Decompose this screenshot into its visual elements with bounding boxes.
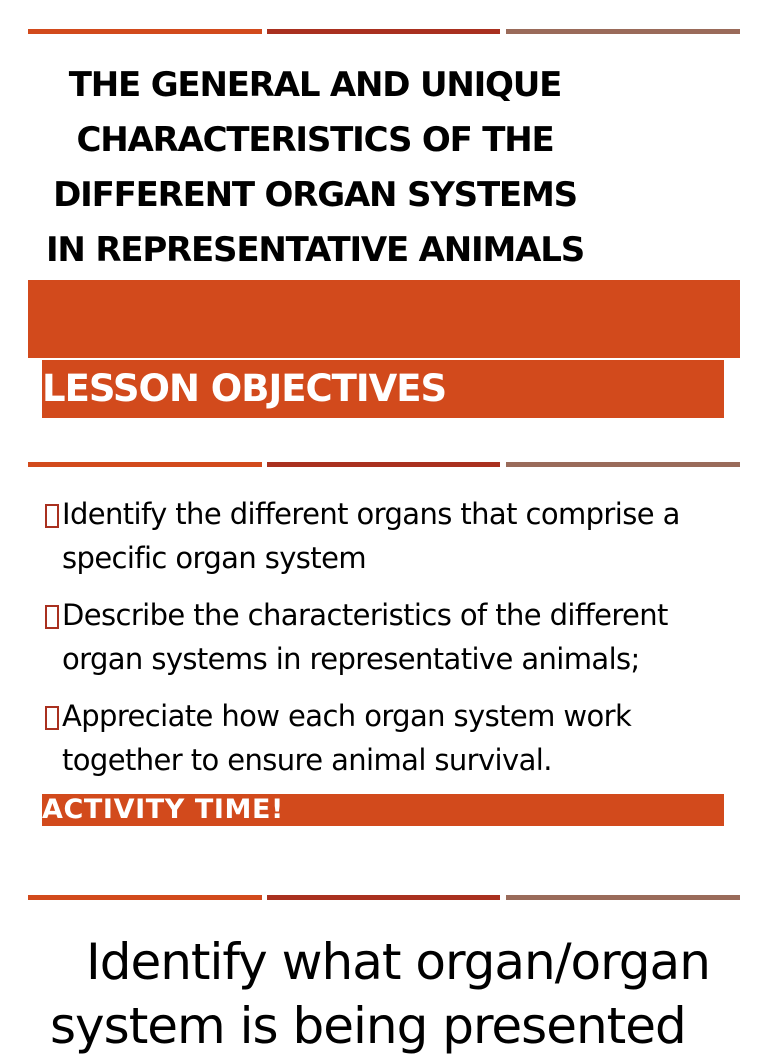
divider-segment — [506, 29, 740, 34]
activity-prompt — [50, 930, 750, 1058]
title-banner — [28, 280, 740, 358]
divider-segment — [267, 895, 500, 900]
divider-segment — [506, 895, 740, 900]
lesson-objectives-banner — [42, 360, 724, 418]
lesson-objectives-heading: LESSON OBJECTIVES — [42, 367, 447, 410]
prompt-line: system is being presented — [50, 997, 686, 1055]
divider-segment — [28, 462, 262, 467]
objective-item — [42, 694, 742, 782]
title-line: IN REPRESENTATIVE ANIMALS — [45, 230, 584, 270]
page-title — [30, 58, 600, 278]
top-divider — [28, 29, 740, 34]
objective-text: Identify the different organs that comprise a specific organ system — [62, 497, 680, 575]
objective-item — [42, 492, 742, 580]
objective-text: Describe the characteristics of the different organ systems in representative animals; — [62, 598, 668, 676]
title-line: CHARACTERISTICS OF THE — [76, 120, 554, 160]
divider-segment — [506, 462, 740, 467]
divider-segment — [267, 462, 500, 467]
bullet-box-icon — [45, 706, 59, 730]
bottom-divider — [28, 895, 740, 900]
divider-segment — [28, 895, 262, 900]
bullet-box-icon — [45, 605, 59, 629]
middle-divider — [28, 462, 740, 467]
prompt-line: Identify what organ/organ — [86, 933, 710, 991]
activity-heading: ACTIVITY TIME! — [42, 794, 284, 825]
objectives-list — [42, 492, 742, 795]
divider-segment — [28, 29, 262, 34]
title-line: THE GENERAL AND UNIQUE — [68, 65, 562, 105]
objective-text: Appreciate how each organ system work together to ensure animal survival. — [62, 699, 632, 777]
title-line: DIFFERENT ORGAN SYSTEMS — [53, 175, 577, 215]
bullet-box-icon — [45, 504, 59, 528]
activity-banner — [42, 794, 724, 826]
objective-item — [42, 593, 742, 681]
divider-segment — [267, 29, 500, 34]
